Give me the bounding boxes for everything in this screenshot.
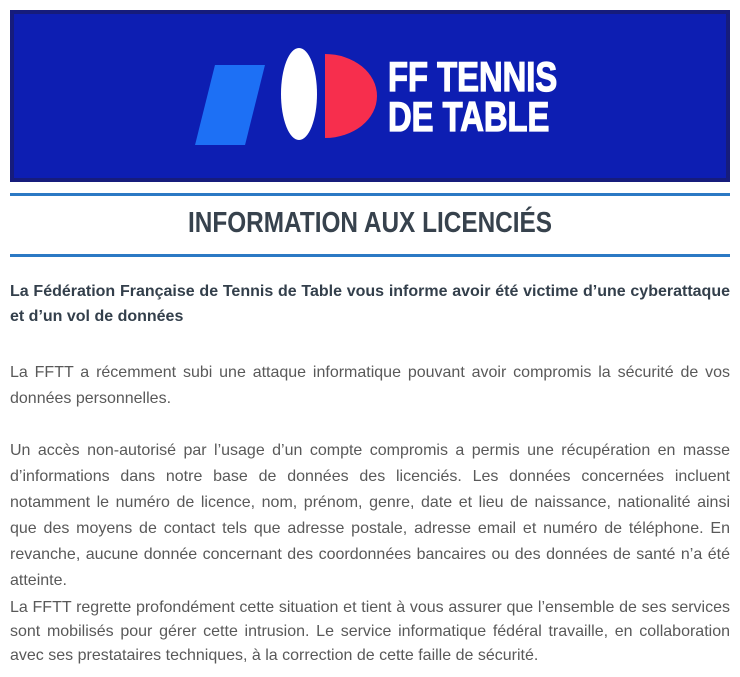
- logo-wordmark: [388, 53, 558, 140]
- fftt-logo: [10, 10, 730, 182]
- fftt-banner: [10, 10, 730, 182]
- logo-wordmark-line2: DE TABLE: [388, 93, 550, 140]
- logo-half-disc-shape: [325, 54, 377, 138]
- content-area: [10, 279, 730, 668]
- body-paragraph-1: La FFTT a récemment subi une attaque informatique pouvant avoir compromis la sécurité de vos données personnelles.: [10, 364, 730, 407]
- page-title: INFORMATION AUX LICENCIÉS: [187, 207, 553, 239]
- logo-parallelogram-shape: [195, 65, 265, 145]
- logo-ball-icon: [281, 48, 317, 140]
- divider-top: [10, 193, 730, 196]
- intro-paragraph: La Fédération Française de Tennis de Table vous informe avoir été victime d’une cyberattaque et d’un vol de données: [10, 283, 730, 325]
- email-page: [0, 10, 740, 668]
- body-paragraph-3: La FFTT regrette profondément cette situation et tient à vous assurer que l’ensemble de ses services sont mobilisés pour gérer cette intrusion. Le service informatique fédéral travaille, en collaboration avec ses prestataires techniques, à la correction de cette faille de sécurité.: [10, 599, 730, 664]
- divider-bottom: [10, 254, 730, 257]
- logo-wordmark-line1: FF TENNIS: [388, 53, 558, 100]
- body-paragraph-2: Un accès non-autorisé par l’usage d’un compte compromis a permis une récupération en masse d’informations dans notre base de données des licenciés. Les données concernées incluent notamment le numéro de licence, nom, prénom, genre, date et lieu de naissance, nationalité ainsi que des moyens de contact tels que adresse postale, adresse email et numéro de téléphone. En revanche, aucune donnée concernant des coordonnées bancaires ou des données de santé n’a été atteinte.: [10, 442, 730, 589]
